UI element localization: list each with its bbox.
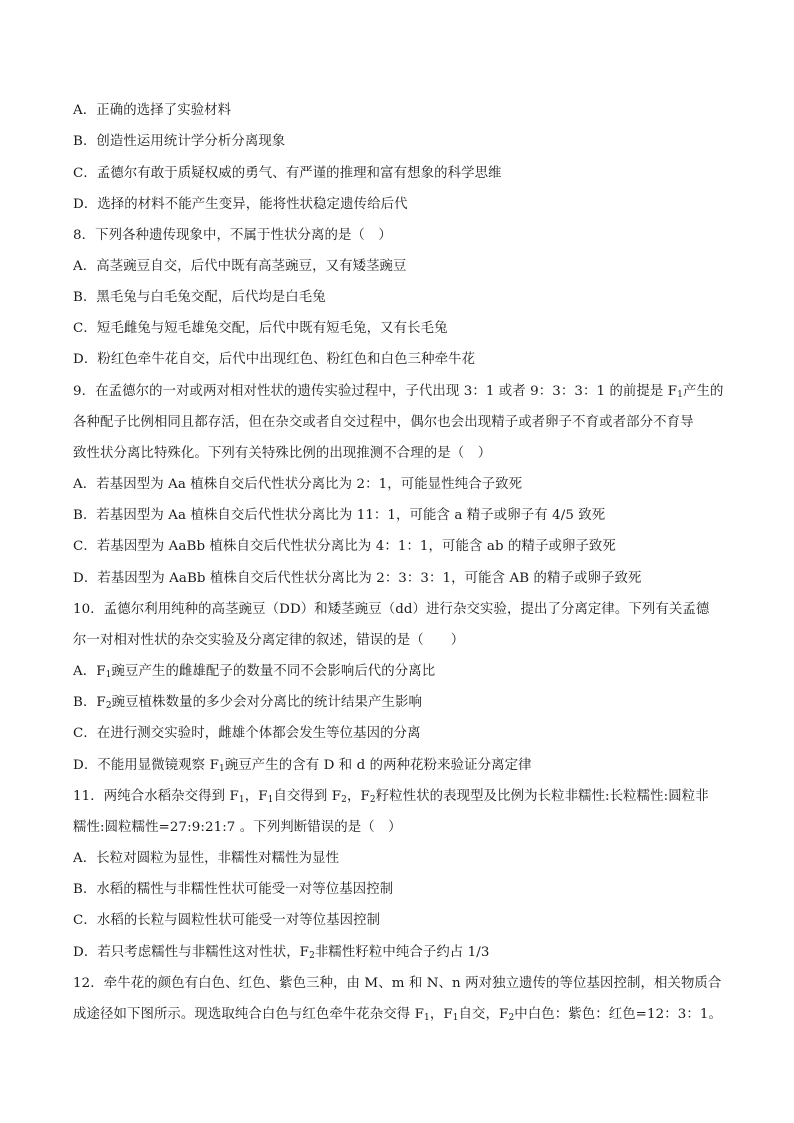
- question-11-stem-line-2: 糯性:圆粒糯性=27:9:21:7 。下列判断错误的是（ ）: [73, 820, 402, 835]
- question-7-option-c: C．孟德尔有敢于质疑权威的勇气、有严谨的推理和富有想象的科学思维: [73, 166, 502, 181]
- question-8-option-d: D．粉红色牵牛花自交，后代中出现红色、粉红色和白色三种牵牛花: [73, 352, 476, 367]
- question-11-stem-line-1: 11．两纯合水稻杂交得到 $F_1$，$F_1$自交得到 $F_2$，$F_2$籽粒性状的表现型及比例为长粒非糯性:长粒糯性:圆粒非: [73, 789, 709, 805]
- question-11-option-a: A．长粒对圆粒为显性，非糯性对糯性为显性: [73, 851, 340, 866]
- question-11-option-d: D．若只考虑糯性与非糯性这对性状，$F_2$非糯性籽粒中纯合子约占 1/3: [73, 945, 490, 961]
- question-9-option-d: D．若基因型为 AaBb 植株自交后代性状分离比为 2：3：3：1，可能含 AB 的精子或卵子致死: [73, 571, 642, 586]
- question-12-stem-line-1: 12．牵牛花的颜色有白色、红色、紫色三种，由 M、m 和 N、n 两对独立遗传的等位基因控制，相关物质合: [73, 976, 722, 991]
- question-10-stem-line-2: 尔一对相对性状的杂交实验及分离定律的叙述，错误的是（ ）: [73, 633, 465, 648]
- question-9-option-c: C．若基因型为 AaBb 植株自交后代性状分离比为 4：1：1，可能含 ab 的精子或卵子致死: [73, 539, 616, 554]
- question-10-option-c: C．在进行测交实验时，雌雄个体都会发生等位基因的分离: [73, 726, 421, 741]
- question-9-stem-line-1: 9．在孟德尔的一对或两对相对性状的遗传实验过程中，子代出现 3：1 或者 9：3：3：1 的前提是 $F_1$产生的: [73, 384, 724, 400]
- question-7-option-b: B．创造性运用统计学分析分离现象: [73, 134, 286, 149]
- question-8-stem: 8．下列各种遗传现象中，不属于性状分离的是（ ）: [73, 228, 392, 243]
- question-10-option-a: A．$F_1$豌豆产生的雌雄配子的数量不同不会影响后代的分离比: [73, 664, 436, 680]
- question-10-option-b: B．$F_2$豌豆植株数量的多少会对分离比的统计结果产生影响: [73, 695, 422, 711]
- question-11-option-c: C．水稻的长粒与圆粒性状可能受一对等位基因控制: [73, 913, 381, 928]
- question-9-stem-line-3: 致性状分离比特殊化。下列有关特殊比例的出现推测不合理的是（ ）: [73, 446, 492, 461]
- question-7-option-a: A．正确的选择了实验材料: [73, 103, 232, 118]
- question-10-option-d: D．不能用显微镜观察 $F_1$豌豆产生的含有 D 和 d 的两种花粉来验证分离定律: [73, 758, 532, 774]
- question-9-option-b: B．若基因型为 Aa 植株自交后代性状分离比为 11：1，可能含 a 精子或卵子有 4/5 致死: [73, 508, 606, 523]
- question-9-option-a: A．若基因型为 Aa 植株自交后代性状分离比为 2：1，可能显性纯合子致死: [73, 477, 523, 492]
- question-8-option-c: C．短毛雌兔与短毛雄兔交配，后代中既有短毛兔，又有长毛兔: [73, 321, 448, 336]
- question-11-option-b: B．水稻的糯性与非糯性性状可能受一对等位基因控制: [73, 882, 394, 897]
- question-10-stem-line-1: 10．孟德尔利用纯种的高茎豌豆（DD）和矮茎豌豆（dd）进行杂交实验，提出了分离定律。下列有关孟德: [73, 602, 710, 617]
- question-12-stem-line-2: 成途径如下图所示。现选取纯合白色与红色牵牛花杂交得 $F_1$，$F_1$自交，$F_2$中白色：紫色：红色=12：3：1。: [73, 1007, 722, 1023]
- question-8-option-b: B．黑毛兔与白毛兔交配，后代均是白毛兔: [73, 290, 326, 305]
- question-9-stem-line-2: 各种配子比例相同且都存活，但在杂交或者自交过程中，偶尔也会出现精子或者卵子不育或者部分不育导: [73, 415, 694, 430]
- question-8-option-a: A．高茎豌豆自交，后代中既有高茎豌豆，又有矮茎豌豆: [73, 259, 407, 274]
- question-7-option-d: D．选择的材料不能产生变异，能将性状稳定遗传给后代: [73, 197, 408, 212]
